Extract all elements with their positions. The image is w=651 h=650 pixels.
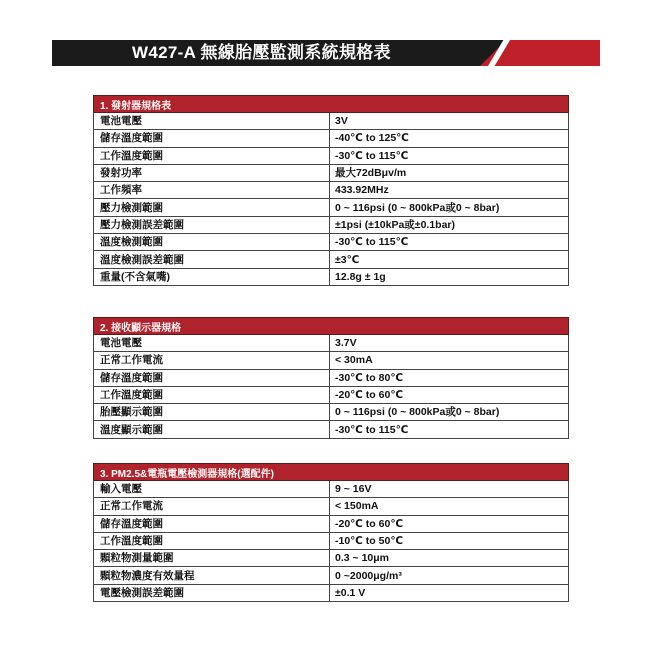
spec-label: 儲存溫度範圍 [94, 369, 330, 386]
spec-value: -10℃ to 50℃ [330, 532, 569, 549]
spec-label: 壓力檢測誤差範圍 [94, 216, 330, 233]
section-header: 2. 接收顯示器規格 [94, 318, 569, 335]
spec-label: 工作溫度範圍 [94, 147, 330, 164]
spec-label: 工作溫度範圍 [94, 532, 330, 549]
spec-value: 最大72dBμv/m [330, 164, 569, 181]
table-row [94, 164, 569, 181]
spec-value: 0.3 ~ 10μm [330, 550, 569, 567]
table-row [94, 268, 569, 285]
spec-value: < 30mA [330, 352, 569, 369]
spec-label: 溫度檢測範圍 [94, 234, 330, 251]
table-row [94, 481, 569, 498]
spec-label: 顆粒物濃度有效量程 [94, 567, 330, 584]
table-row [94, 515, 569, 532]
spec-value: -30℃ to 80℃ [330, 369, 569, 386]
spec-value: -40℃ to 125℃ [330, 130, 569, 147]
spec-label: 顆粒物測量範圍 [94, 550, 330, 567]
table-row [94, 199, 569, 216]
spec-value: ±3℃ [330, 251, 569, 268]
spec-value: 12.8g ± 1g [330, 268, 569, 285]
spec-value: 0 ~ 116psi (0 ~ 800kPa或0 ~ 8bar) [330, 404, 569, 421]
section-header-row [94, 96, 569, 113]
spec-label: 工作頻率 [94, 182, 330, 199]
spec-value: ±0.1 V [330, 584, 569, 601]
spec-value: 3.7V [330, 335, 569, 352]
spec-value: 9 ~ 16V [330, 481, 569, 498]
section-header-row [94, 318, 569, 335]
transmitter-spec-table [93, 95, 569, 286]
spec-label: 壓力檢測範圍 [94, 199, 330, 216]
table-row [94, 550, 569, 567]
pm25-voltage-detector-spec-table [93, 463, 569, 602]
spec-value: 433.92MHz [330, 182, 569, 199]
spec-value: -20℃ to 60℃ [330, 386, 569, 403]
table-row [94, 251, 569, 268]
spec-value: < 150mA [330, 498, 569, 515]
table-row [94, 421, 569, 438]
table-row [94, 182, 569, 199]
spec-label: 重量(不含氣嘴) [94, 268, 330, 285]
spec-value: -20℃ to 60℃ [330, 515, 569, 532]
spec-label: 正常工作電流 [94, 498, 330, 515]
spec-value: -30℃ to 115℃ [330, 147, 569, 164]
table-row [94, 567, 569, 584]
spec-value: -30℃ to 115℃ [330, 421, 569, 438]
spec-label: 儲存溫度範圍 [94, 515, 330, 532]
section-header-row [94, 464, 569, 481]
spec-label: 發射功率 [94, 164, 330, 181]
spec-label: 電池電壓 [94, 335, 330, 352]
table-row [94, 584, 569, 601]
table-row [94, 369, 569, 386]
table-row [94, 498, 569, 515]
spec-label: 溫度檢測誤差範圍 [94, 251, 330, 268]
table-row [94, 147, 569, 164]
table-row [94, 113, 569, 130]
page-title: W427-A 無線胎壓監測系統規格表 [132, 43, 391, 62]
section-header: 3. PM2.5&電瓶電壓檢測器規格(選配件) [94, 464, 569, 481]
spec-label: 溫度顯示範圍 [94, 421, 330, 438]
receiver-spec-table [93, 317, 569, 439]
table-row [94, 216, 569, 233]
spec-label: 電池電壓 [94, 113, 330, 130]
spec-value: 0 ~2000μg/m³ [330, 567, 569, 584]
table-row [94, 130, 569, 147]
table-row [94, 532, 569, 549]
table-row [94, 404, 569, 421]
spec-label: 正常工作電流 [94, 352, 330, 369]
spec-value: 0 ~ 116psi (0 ~ 800kPa或0 ~ 8bar) [330, 199, 569, 216]
spec-label: 胎壓顯示範圍 [94, 404, 330, 421]
table-row [94, 335, 569, 352]
table-row [94, 386, 569, 403]
spec-label: 輸入電壓 [94, 481, 330, 498]
spec-value: ±1psi (±10kPa或±0.1bar) [330, 216, 569, 233]
spec-value: -30℃ to 115℃ [330, 234, 569, 251]
spec-label: 電壓檢測誤差範圍 [94, 584, 330, 601]
table-row [94, 234, 569, 251]
spec-label: 工作溫度範圍 [94, 386, 330, 403]
table-row [94, 352, 569, 369]
spec-value: 3V [330, 113, 569, 130]
spec-label: 儲存溫度範圍 [94, 130, 330, 147]
section-header: 1. 發射器規格表 [94, 96, 569, 113]
